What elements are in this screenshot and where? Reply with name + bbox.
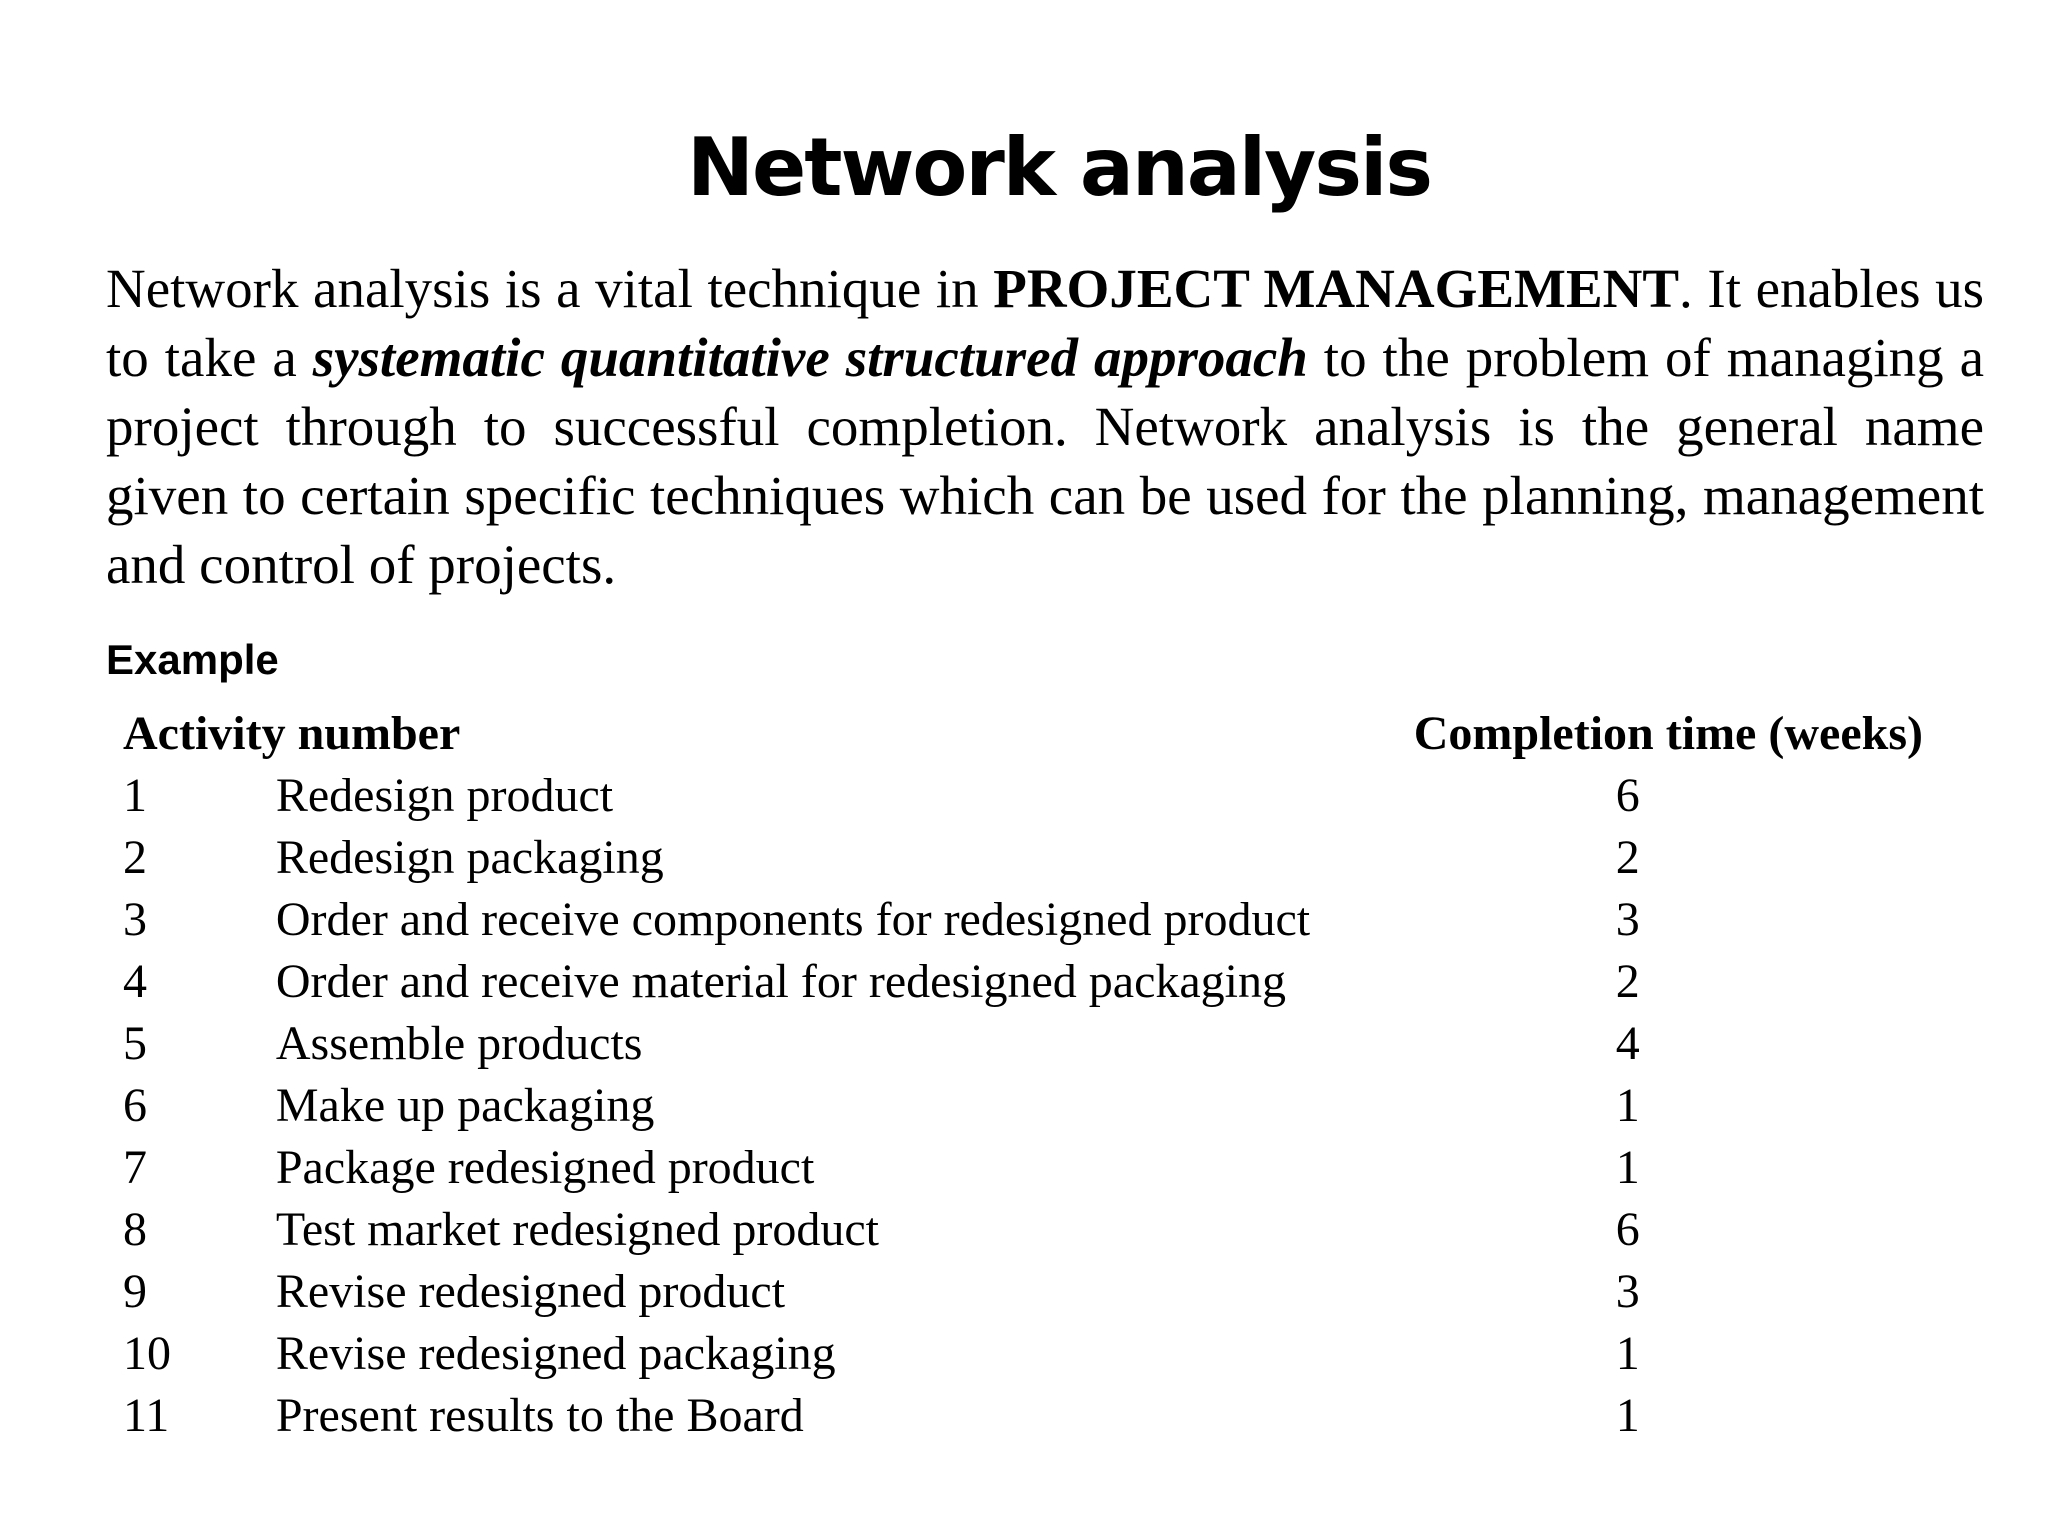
activity-number-cell: 1 [123, 769, 147, 822]
page-title: Network analysis [687, 121, 1431, 214]
activity-number-cell: 10 [123, 1327, 171, 1380]
completion-time-cell: 6 [1615, 769, 1640, 822]
intro-text-part-3: to the problem of managing a project through to successful completion. Network analysis is the general name given to certain specific techniques which can be used for the planning, management and control of projects. [106, 327, 1985, 595]
completion-time-cell: 1 [1615, 1141, 1640, 1194]
activity-number-cell: 6 [123, 1079, 147, 1132]
completion-time-cell: 1 [1615, 1079, 1640, 1132]
activity-rows [123, 765, 1923, 1447]
activity-description-cell: Revise redesigned product [275, 1265, 786, 1318]
table-row [123, 951, 1923, 1013]
activity-description-cell: Package redesigned product [275, 1141, 815, 1194]
activity-description-cell: Make up packaging [275, 1079, 655, 1132]
table-row [123, 1137, 1923, 1199]
activity-number-cell: 7 [123, 1141, 147, 1194]
table-row [123, 1199, 1923, 1261]
intro-bold-term: PROJECT MANAGEMENT [993, 258, 1680, 319]
activity-number-header: Activity number [123, 707, 461, 760]
completion-time-header: Completion time (weeks) [1413, 707, 1923, 760]
table-row [123, 827, 1923, 889]
intro-text-part-1: Network analysis is a vital technique in [106, 258, 994, 319]
activity-description-cell: Redesign product [275, 769, 614, 822]
activity-description-cell: Assemble products [275, 1017, 643, 1070]
table-row [123, 1075, 1923, 1137]
completion-time-cell: 1 [1615, 1327, 1640, 1380]
activity-number-cell: 2 [123, 831, 147, 884]
activity-number-cell: 3 [123, 893, 147, 946]
activity-description-cell: Revise redesigned packaging [275, 1327, 836, 1380]
table-row [123, 1261, 1923, 1323]
completion-time-cell: 4 [1615, 1017, 1640, 1070]
activity-description-cell: Test market redesigned product [275, 1203, 879, 1256]
activity-number-cell: 5 [123, 1017, 147, 1070]
activity-number-cell: 9 [123, 1265, 147, 1318]
intro-paragraph [106, 254, 1984, 599]
table-row [123, 889, 1923, 951]
table-row [123, 1013, 1923, 1075]
activity-description-cell: Redesign packaging [275, 831, 664, 884]
table-row [123, 1323, 1923, 1385]
activity-description-cell: Present results to the Board [275, 1389, 804, 1442]
example-heading: Example [106, 636, 279, 683]
completion-time-cell: 3 [1615, 1265, 1640, 1318]
intro-text-part-2: . It enables us to take a [106, 258, 1984, 388]
completion-time-cell: 1 [1615, 1389, 1640, 1442]
activity-description-cell: Order and receive components for redesigned product [275, 893, 1311, 946]
activity-number-cell: 8 [123, 1203, 147, 1256]
table-header-row [123, 703, 1923, 765]
activity-number-cell: 11 [123, 1389, 170, 1442]
completion-time-cell: 3 [1615, 893, 1640, 946]
table-row [123, 765, 1923, 827]
completion-time-cell: 2 [1615, 955, 1640, 1008]
intro-emphasis-phrase: systematic quantitative structured approach [312, 327, 1308, 388]
table-row [123, 1385, 1923, 1447]
activity-description-cell: Order and receive material for redesigned packaging [275, 955, 1287, 1008]
activity-number-cell: 4 [123, 955, 147, 1008]
completion-time-cell: 2 [1615, 831, 1640, 884]
activity-table [123, 703, 1923, 1447]
completion-time-cell: 6 [1615, 1203, 1640, 1256]
